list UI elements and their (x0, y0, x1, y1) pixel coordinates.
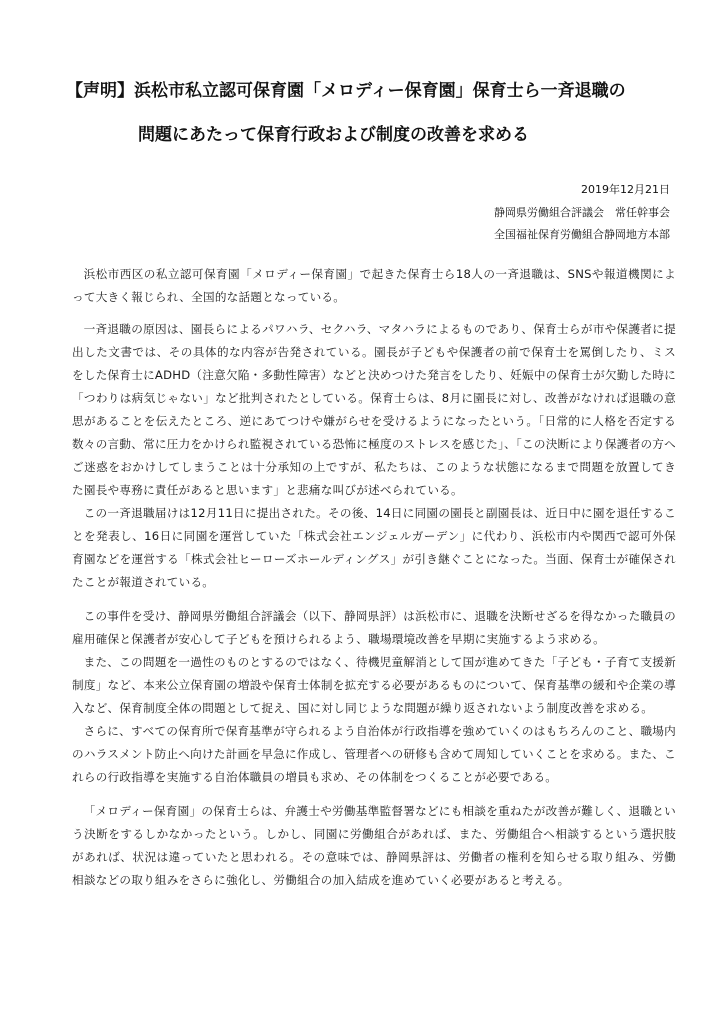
paragraph-timeline: この一斉退職届けは12月11日に提出された。その後、14日に同園の園長と副園長は、近日中に園を退任することを発表し、16日に同園を運営していた「株式会社エンジェルガーデン」に代わり、浜松市内や関西で認可外保育園などを運営する「株式会社ヒーローズホールディングス」が引き継ぐことになった。当面、保育士が確保されたことが報道されている。 (72, 506, 676, 589)
statement-title-line-2: 問題にあたって保育行政および制度の改善を求める (138, 125, 529, 145)
paragraph-demand-national: また、この問題を一過性のものとするのではなく、待機児童解消として国が進めてきた「子ども・子育て支援新制度」など、本来公立保育園の増設や保育士体制を拡充する必要があるものについて、保育基準の緩和や企業の導入など、保育制度全体の問題として捉え、国に対し同じような問題が繰り返されないよう制度改善を求める。 (72, 655, 676, 715)
statement-title-line-1: 【声明】浜松市私立認可保育園「メロディー保育園」保育士ら一斉退職の (66, 81, 626, 101)
paragraph-causes: 一斉退職の原因は、園長らによるパワハラ、セクハラ、マタハラによるものであり、保育士らが市や保護者に提出した文書では、その具体的な内容が告発されている。園長が子どもや保護者の前で保育士を罵倒したり、ミスをした保育士にADHD（注意欠陥・多動性障害）などと決めつけた発言をしたり、妊娠中の保育士が欠勤した時に「つわりは病気じゃない」など批判されたとしている。保育士らは、8月に園長に対し、改善がなければ退職の意思があることを伝えたところ、逆にあてつけや嫌がらせを受けるようになったという。「日常的に人格を否定する数々の言動、常に圧力をかけられ監視されている恐怖に極度のストレスを感じた」、「この決断により保護者の方へご迷惑をおかけしてしまうことは十分承知の上ですが、私たちは、このような状態になるまで問題を放置してきた園長や専務に責任があると思います」と悲痛な叫びが述べられている。 (72, 322, 677, 497)
paragraph-background: 浜松市西区の私立認可保育園「メロディー保育園」で起きた保育士ら18人の一斉退職は、SNSや報道機関によって大きく報じられ、全国的な話題となっている。 (72, 267, 676, 304)
paragraph-conclusion: 「メロディー保育園」の保育士らは、弁護士や労働基準監督署などにも相談を重ねたが改善が難しく、退職という決断をするしかなかったという。しかし、同園に労働組合があれば、また、労働組合へ相談するという選択肢があれば、状況は違っていたと思われる。その意味では、静岡県評は、労働者の権利を知らせる取り組み、労働相談などの取り組みをさらに強化し、労働組合の加入結成を進めていく必要があると考える。 (72, 804, 676, 887)
statement-date: 2019年12月21日 (581, 183, 670, 196)
paragraph-demand-city: この事件を受け、静岡県労働組合評議会（以下、静岡県評）は浜松市に、退職を決断せざるを得なかった職員の雇用確保と保護者が安心して子どもを預けられるよう、職場環境改善を早期に実施するよう求める。 (72, 609, 676, 646)
statement-body (72, 263, 676, 892)
issuer-organization-2: 全国福祉保育労働組合静岡地方本部 (494, 228, 670, 241)
paragraph-demand-guidance: さらに、すべての保育所で保育基準が守られるよう自治体が行政指導を強めていくのはもちろんのこと、職場内のハラスメント防止へ向けた計画を早急に作成し、管理者への研修も含めて周知していくことを求める。また、これらの行政指導を実施する自治体職員の増員も求め、その体制をつくることが必要である。 (72, 724, 676, 784)
issuer-organization-1: 静岡県労働組合評議会 常任幹事会 (494, 206, 670, 219)
